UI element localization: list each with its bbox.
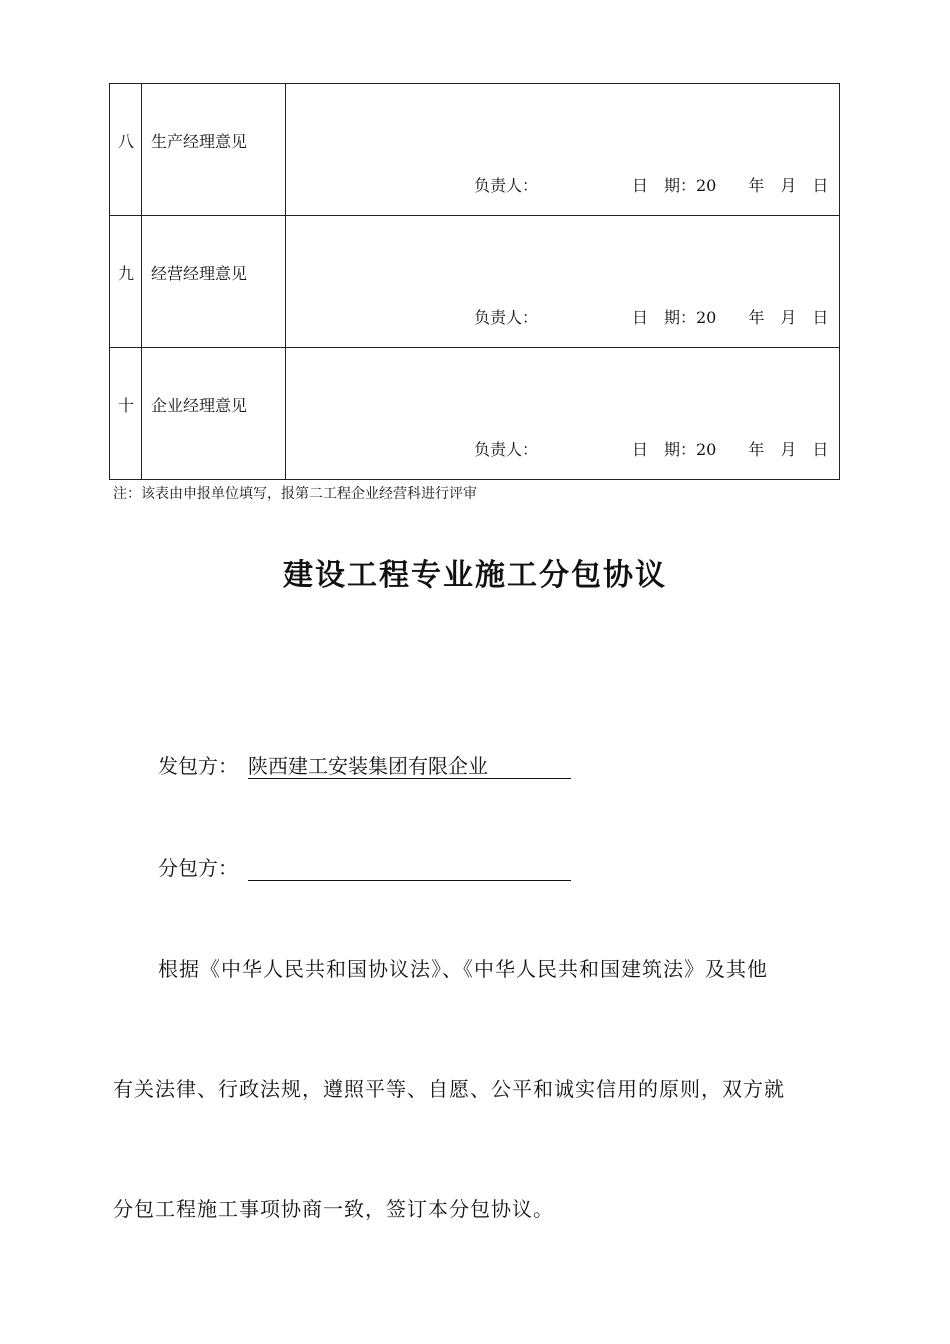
paragraph-line: 根据《中华人民共和国协议法》、《中华人民共和国建筑法》及其他: [158, 957, 768, 981]
employer-label: 发包方：: [158, 754, 238, 778]
row-number-cell: [110, 216, 142, 347]
row-label-cell: [142, 84, 286, 215]
subcontractor-value[interactable]: [248, 854, 571, 881]
paragraph-line: 有关法律、行政法规，遵照平等、自愿、公平和诚实信用的原则，双方就: [113, 1077, 785, 1101]
row-label: 企业经理意见: [151, 396, 248, 415]
row-number: 十: [117, 396, 134, 415]
date-label: 日 期：20 年 月 日: [632, 176, 829, 195]
table-row: [110, 348, 839, 480]
agreement-title: 建设工程专业施工分包协议: [283, 558, 667, 593]
subcontractor-field: [0, 854, 950, 884]
table-row: [110, 216, 839, 348]
employer-field: [0, 752, 950, 782]
row-label-cell: [142, 348, 286, 480]
row-number: 九: [117, 264, 134, 283]
row-label: 经营经理意见: [151, 264, 248, 283]
paragraph-line: 分包工程施工事项协商一致，签订本分包协议。: [113, 1197, 554, 1221]
responsible-person-label: 负责人：: [474, 440, 539, 459]
row-number-cell: [110, 348, 142, 480]
table-row: [110, 84, 839, 216]
review-table: [109, 83, 840, 480]
row-label: 生产经理意见: [151, 132, 248, 151]
subcontractor-label: 分包方：: [158, 856, 238, 880]
opinion-cell[interactable]: [286, 84, 839, 215]
table-note: 注：该表由申报单位填写，报第二工程企业经营科进行评审: [113, 486, 477, 502]
opinion-cell[interactable]: [286, 216, 839, 347]
date-label: 日 期：20 年 月 日: [632, 308, 829, 327]
row-number: 八: [117, 132, 134, 151]
responsible-person-label: 负责人：: [474, 308, 539, 327]
responsible-person-label: 负责人：: [474, 176, 539, 195]
row-number-cell: [110, 84, 142, 215]
date-label: 日 期：20 年 月 日: [632, 440, 829, 459]
opinion-cell[interactable]: [286, 348, 839, 480]
employer-value[interactable]: 陕西建工安装集团有限企业: [248, 752, 571, 779]
row-label-cell: [142, 216, 286, 347]
